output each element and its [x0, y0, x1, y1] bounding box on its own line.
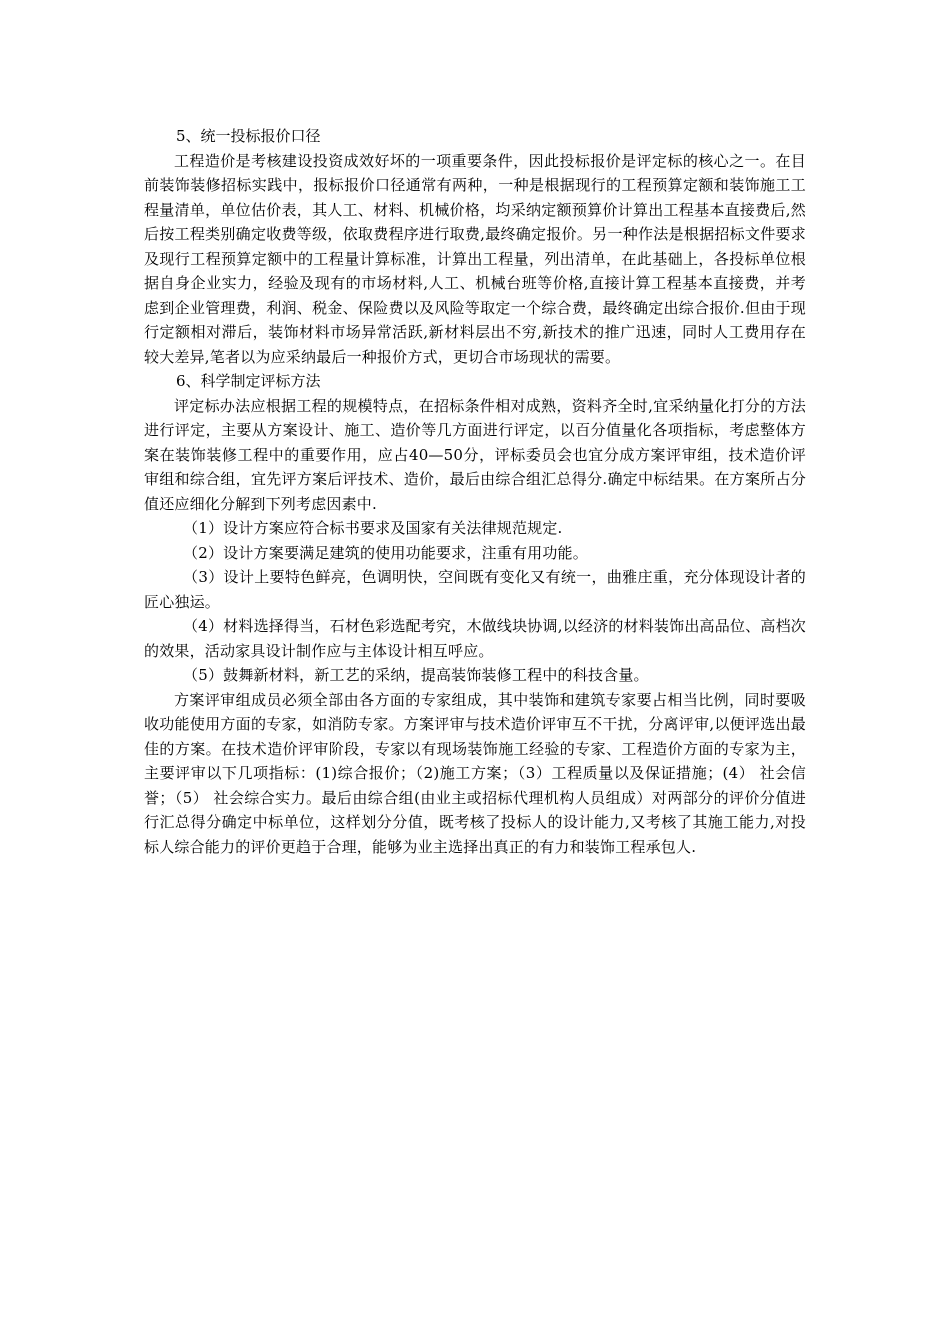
list-item: （2）设计方案要满足建筑的使用功能要求，注重有用功能。 — [183, 543, 588, 562]
section-6-paragraph: 评定标办法应根据工程的规模特点，在招标条件相对成熟，资料齐全时,宜采纳量化打分的方法进行评定，主要从方案设计、施工、造价等几方面进行评定，以百分值量化各项指标，考虑整体方案在装饰装修工程中的重要作用，应占40—50分，评标委员会也宜分成方案评审组，技术造价评审组和综合组，宜先评方案后评技术、造价，最后由综合组汇总得分.确定中标结果。在方案所占分值还应细化分解到下列考虑因素中. — [144, 396, 806, 513]
list-item: （4）材料选择得当，石材色彩选配考究，木做线块协调,以经济的材料装饰出高品位、高档次的效果，活动家具设计制作应与主体设计相互呼应。 — [144, 617, 806, 660]
section-5-paragraph: 工程造价是考核建设投资成效好坏的一项重要条件，因此投标报价是评定标的核心之一。在目前装饰装修招标实践中，报标报价口径通常有两种，一种是根据现行的工程预算定额和装饰施工工程量清单，单位估价表，其人工、材料、机械价格，均采纳定额预算价计算出工程基本直接费后,然后按工程类别确定收费等级，依取费程序进行取费,最终确定报价。另一种作法是根据招标文件要求及现行工程预算定额中的工程量计算标准，计算出工程量，列出清单，在此基础上，各投标单位根据自身企业实力，经验及现有的市场材料,人工、机械台班等价格,直接计算工程基本直接费，并考虑到企业管理费，利润、税金、保险费以及风险等取定一个综合费，最终确定出综合报价.但由于现行定额相对滞后，装饰材料市场异常活跃,新材料层出不穷,新技术的推广迅速，同时人工费用存在较大差异,笔者以为应采纳最后一种报价方式，更切合市场现状的需要。 — [144, 151, 806, 366]
list-item: （3）设计上要特色鲜亮，色调明快，空间既有变化又有统一，曲雅庄重，充分体现设计者的匠心独运。 — [144, 568, 806, 611]
document-page — [144, 124, 806, 859]
list-item: （1）设计方案应符合标书要求及国家有关法律规范规定. — [183, 519, 563, 537]
list-item: （5）鼓舞新材料，新工艺的采纳，提高装饰装修工程中的科技含量。 — [183, 666, 649, 684]
section-5-heading: 5、统一投标报价口径 — [176, 127, 321, 145]
section-6-heading: 6、科学制定评标方法 — [176, 372, 321, 390]
section-6-closing-paragraph: 方案评审组成员必须全部由各方面的专家组成，其中装饰和建筑专家要占相当比例，同时要吸收功能使用方面的专家，如消防专家。方案评审与技术造价评审互不干扰，分离评审,以便评选出最佳的方案。在技术造价评审阶段，专家以有现场装饰施工经验的专家、工程造价方面的专家为主，主要评审以下几项指标：(1)综合报价；（2)施工方案；（3）工程质量以及保证措施；(4） 社会信誉；（5） 社会综合实力。最后由综合组(由业主或招标代理机构人员组成）对两部分的评价分值进行汇总得分确定中标单位，这样划分分值，既考核了投标人的设计能力,又考核了其施工能力,对投标人综合能力的评价更趋于合理，能够为业主选择出真正的有力和装饰工程承包人. — [144, 690, 806, 856]
